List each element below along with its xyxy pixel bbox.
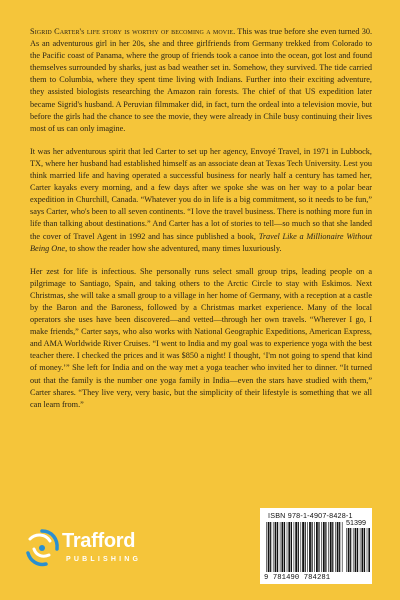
ean-digits: 9 781490 784281 [264, 574, 331, 582]
intro-text: This was true before she even turned 30. As an adventurous girl in her 20s, she and three girlfriends from Germany trekked from Colorado to the Pacific coast of Panama, where the group of friends took a canoe into the ocean, got lost and found themselves surrounded by sharks, just as bad weather set in. Somehow, they survived. The tide carried them to Columbia, where they spent time living with Indians. Further into their exciting adventure, they assisted biologists researching the Amazon rain forests. The chief of that US expedition later became Sigrid's husband. A Peruvian filmmaker did, in fact, turn the ordeal into a television movie, but before the girls had the chance to see the movie, they were already in Chile busy continuing their lives most of us can only imagine. [30, 27, 373, 133]
trafford-swirl-icon [22, 527, 62, 571]
isbn-number: ISBN 978-1-4907-8428-1 [268, 511, 353, 520]
price-barcode-bars [346, 528, 370, 572]
publisher-logo [22, 527, 152, 575]
publisher-tagline: PUBLISHING [66, 556, 142, 563]
paragraph-zest: Her zest for life is infectious. She personally runs select small group trips, leading people on a pilgrimage to Santiago, Spain, and taking others to the Arctic Circle to stay with Eskimos. Next Christmas, she will take a small group to a village in her home of Germany, with a reception at a castle by the Baron and the Baroness, followed by a Christmas market experience. Many of the local operators she uses have been discovered—and vetted—through her own travels. “Wherever I go, I make friends,” Carter says, who also works with National Geographic Expeditions, American Express, and AMA Worldwide River Cruises. “I went to India and my goal was to experience yoga with the best teacher there. I checked the prices and it was $850 a night! I thought, ‘I'm not going to spend that kind of money.’” She left for India and on the way met a yoga teacher who invited her to dinner. “It turned out that the family is the number one yoga family in India—even the stars have studied with them,” Carter shares. “They live very, very basic, but the simplicity of their lifestyle is something that we all can learn from.” [30, 266, 372, 409]
agency-text-start: It was her adventurous spirit that led Carter to set up her agency, Envoyé Travel, in 1971 in Lubbock, TX, where her husband had established himself as an associate dean at Texas Tech University. Lest you think married life and having operated a successful business for nearly half a century has tamed her, Carter kayaks every morning, and a few days after we spoke she was on her way to a polar bear expedition in Churchill, Canada. “Whatever you do in life is a big commitment, so it needs to be fun,” says Carter, who's been to all seven continents. “I love the travel business. There is nothing more fun in life than talking about destinations.” And Carter has a lot of stories to tell—so much so that she landed the cover of Travel Agent in 1992 and has since published a book, [30, 146, 372, 241]
price-code: 51399 [346, 518, 366, 527]
isbn-barcode [260, 508, 372, 584]
ean-barcode-bars [266, 522, 344, 572]
paragraph-intro [30, 26, 372, 135]
back-cover-text [30, 26, 372, 422]
book-title: Travel Like a Millionaire Without Being One [30, 231, 372, 253]
agency-text-end: , to show the reader how she adventured, many times luxuriously. [65, 243, 282, 253]
publisher-name: Trafford [62, 530, 136, 552]
paragraph-agency [30, 146, 372, 255]
intro-heading: Sigrid Carter's life story is worthy of becoming a movie. [30, 27, 236, 36]
